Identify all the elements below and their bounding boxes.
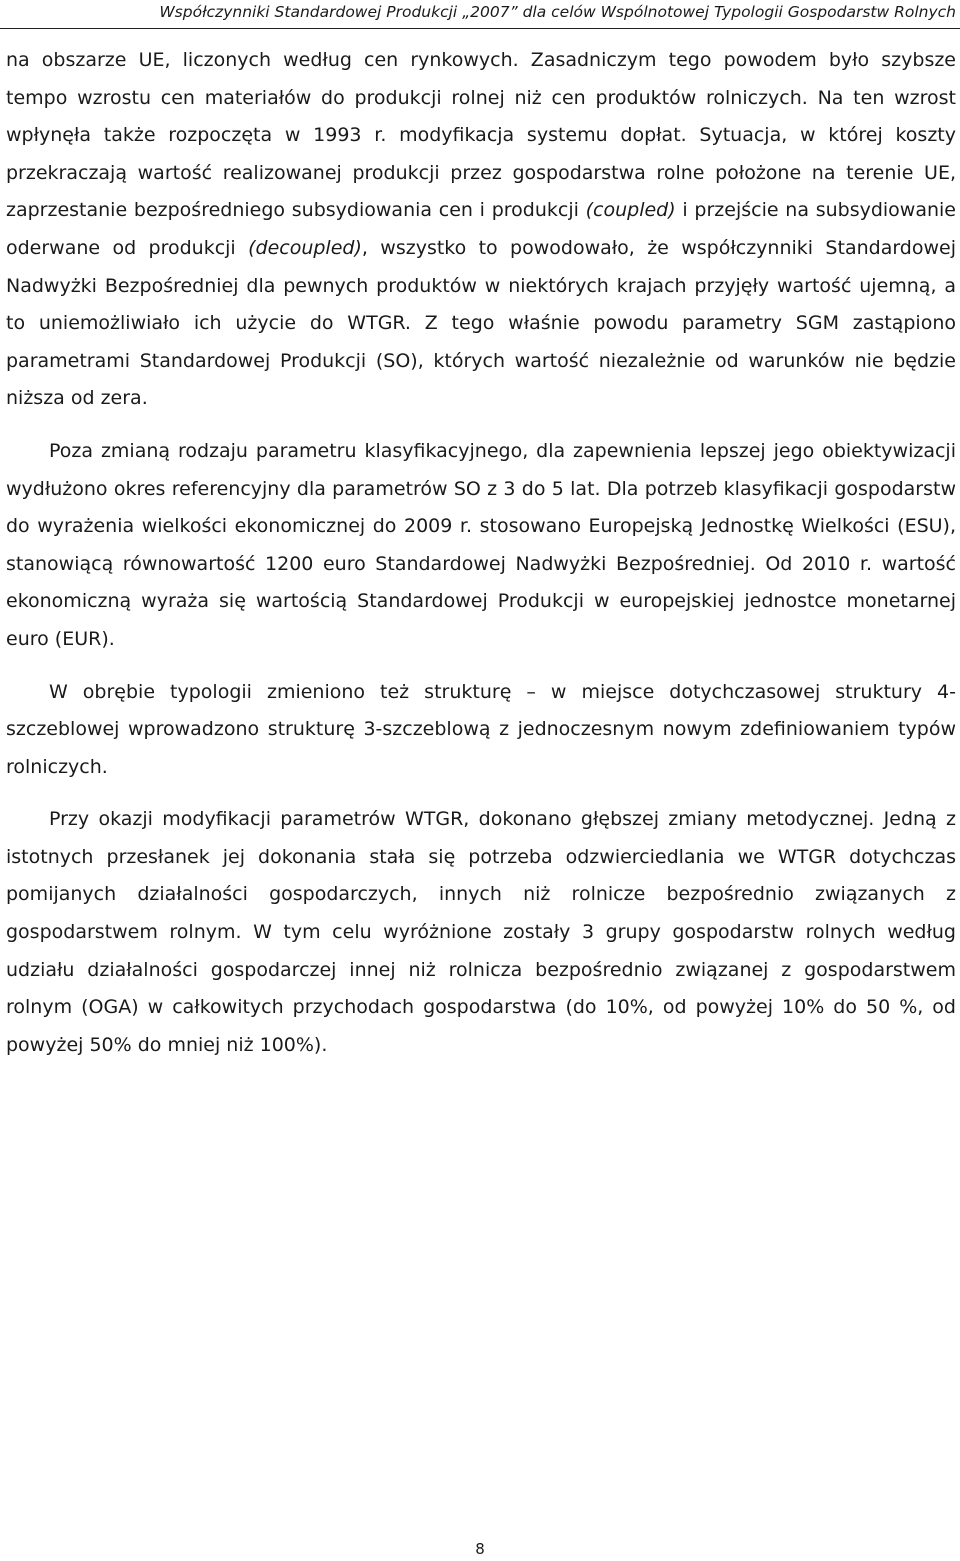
term-decoupled: (decoupled)	[248, 236, 362, 259]
paragraph-1-text-middle: i przejście na subsydiowanie oderwane od produkcji	[6, 199, 956, 259]
page-number: 8	[475, 1540, 485, 1558]
paragraph-1-text-after: , wszystko to powodowało, że współczynniki Standardowej Nadwyżki Bezpośredniej dla pewnych produktów w niektórych krajach przyjęły wartość ujemną, a to uniemożliwiało ich użycie do WTGR. Z tego właśnie powodu parametry SGM zastąpiono parametrami Standardowej Produkcji (SO), których wartość niezależnie od warunków nie będzie niższa od zera.	[6, 236, 957, 410]
header-rule	[0, 28, 960, 29]
term-coupled: (coupled)	[585, 199, 676, 222]
paragraph-4: Przy okazji modyfikacji parametrów WTGR, dokonano głębszej zmiany metodycznej. Jedną z istotnych przesłanek jej dokonania stała się potrzeba odzwierciedlania we WTGR dotychczas pomijanych działalności gospodarczych, innych niż rolnicze bezpośrednio związanych z gospodarstwem rolnym. W tym celu wyróżnione zostały 3 grupy gospodarstw rolnych według udziału działalności gospodarczej innej niż rolnicza bezpośrednio związanej z gospodarstwem rolnym (OGA) w całkowitych przychodach gospodarstwa (do 10%, od powyżej 10% do 50 %, od powyżej 50% do mniej niż 100%).	[6, 808, 956, 1056]
header-title: Współczynniki Standardowej Produkcji „2007” dla celów Wspólnotowej Typologii Gospodarstw Rolnych	[159, 3, 956, 21]
paragraph-2: Poza zmianą rodzaju parametru klasyfikacyjnego, dla zapewnienia lepszej jego obiektywizacji wydłużono okres referencyjny dla parametrów SO z 3 do 5 lat. Dla potrzeb klasyfikacji gospodarstw do wyrażenia wielkości ekonomicznej do 2009 r. stosowano Europejską Jednostkę Wielkości (ESU), stanowiącą równowartość 1200 euro Standardowej Nadwyżki Bezpośredniej. Od 2010 r. wartość ekonomiczną wyraża się wartością Standardowej Produkcji w europejskiej jednostce monetarnej euro (EUR).	[6, 439, 956, 650]
running-header	[0, 0, 960, 28]
paragraph-1	[6, 42, 956, 418]
paragraph-3: W obrębie typologii zmieniono też strukturę – w miejsce dotychczasowej struktury 4-szczeblowej wprowadzono strukturę 3-szczeblową z jednoczesnym nowym zdefiniowaniem typów rolniczych.	[6, 680, 956, 778]
document-body	[6, 42, 956, 1079]
paragraph-1-text-before: na obszarze UE, liczonych według cen rynkowych. Zasadniczym tego powodem było szybsze tempo wzrostu cen materiałów do produkcji rolnej niż cen produktów rolniczych. Na ten wzrost wpłynęła także rozpoczęta w 1993 r. modyfikacja systemu dopłat. Sytuacja, w której koszty przekraczają wartość realizowanej produkcji przez gospodarstwa rolne położone na terenie UE, zaprzestanie bezpośredniego subsydiowania cen i produkcji	[6, 49, 956, 222]
